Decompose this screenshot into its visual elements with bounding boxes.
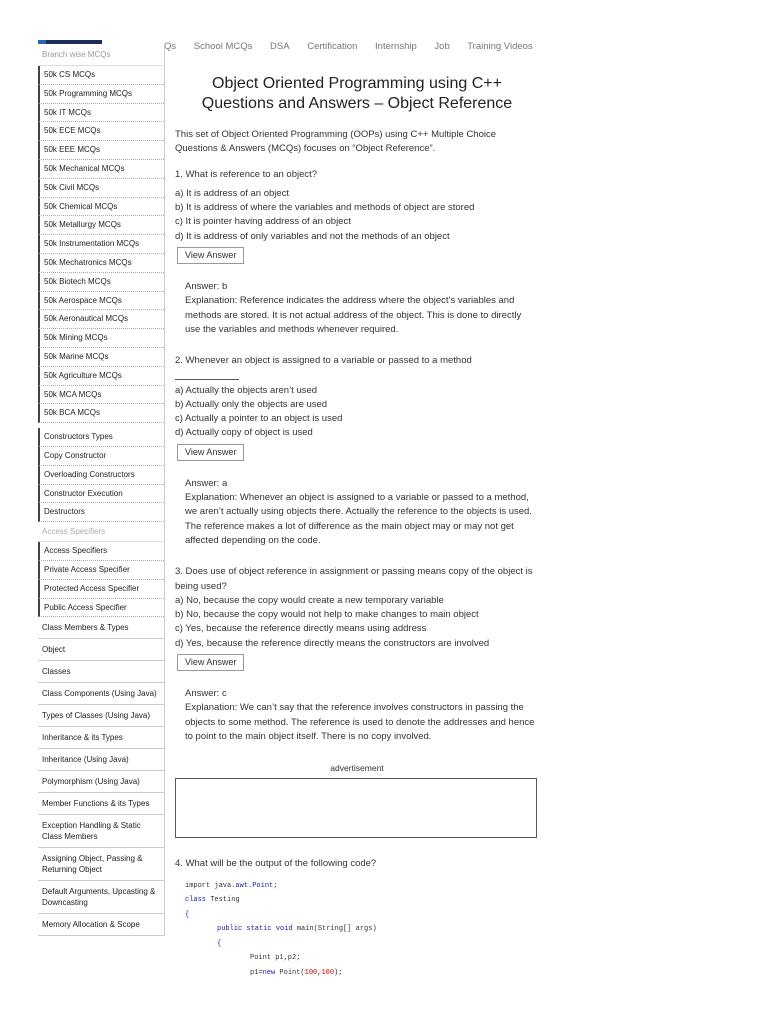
question-text: 4. What will be the output of the following code? — [175, 857, 377, 869]
sidebar — [38, 46, 165, 936]
option: a) Actually the objects aren’t used — [175, 384, 318, 396]
advertisement-label: advertisement — [330, 763, 384, 774]
explanation-text: Explanation: We can’t say that the reference involves constructors in passing the objects to some method. The reference is used to denote the addresses and hence to point to the main object itself. There is no copy involved. — [185, 702, 535, 742]
nav-item-training-videos[interactable]: Training Videos — [467, 41, 533, 52]
view-answer-button[interactable]: View Answer — [177, 247, 244, 264]
view-answer-button[interactable]: View Answer — [177, 654, 244, 671]
sidebar-item-chemical[interactable]: 50k Chemical MCQs — [38, 198, 164, 217]
sidebar-topic-object[interactable]: Object — [38, 639, 164, 661]
sidebar-item-it[interactable]: 50k IT MCQs — [38, 104, 164, 123]
sidebar-item-metallurgy[interactable]: 50k Metallurgy MCQs — [38, 216, 164, 235]
sidebar-item-mechatronics[interactable]: 50k Mechatronics MCQs — [38, 254, 164, 273]
option: b) Actually only the objects are used — [175, 398, 328, 410]
intro-text: This set of Object Oriented Programming (OOPs) using C++ Multiple Choice Questions & Answers (MCQs) focuses on “Object Reference”. — [175, 129, 497, 155]
sidebar-item-aeronautical[interactable]: 50k Aeronautical MCQs — [38, 310, 164, 329]
answer-block — [185, 477, 539, 548]
sidebar-item-copy-constructor[interactable]: Copy Constructor — [38, 447, 164, 466]
code-line: { — [185, 910, 190, 919]
advertisement-box[interactable] — [175, 778, 537, 838]
option: c) Actually a pointer to an object is used — [175, 413, 343, 425]
sidebar-item-mca[interactable]: 50k MCA MCQs — [38, 386, 164, 405]
nav-item-job[interactable]: Job — [434, 41, 450, 52]
sidebar-item-biotech[interactable]: 50k Biotech MCQs — [38, 273, 164, 292]
sidebar-item-public-access[interactable]: Public Access Specifier — [38, 599, 164, 618]
sidebar-topic-memory-allocation[interactable]: Memory Allocation & Scope — [38, 914, 164, 936]
nav-item-school-mcqs[interactable]: School MCQs — [193, 41, 253, 52]
fill-in-blank — [175, 379, 239, 380]
sidebar-topic-assigning-object[interactable]: Assigning Object, Passing & Returning Object — [38, 848, 164, 881]
sidebar-item-agriculture[interactable]: 50k Agriculture MCQs — [38, 367, 164, 386]
sidebar-topic-default-arguments[interactable]: Default Arguments, Upcasting & Downcasting — [38, 881, 164, 914]
answer-block — [185, 280, 539, 337]
sidebar-item-ece[interactable]: 50k ECE MCQs — [38, 122, 164, 141]
nav-item-dsa[interactable]: DSA — [270, 41, 290, 52]
question-3 — [175, 565, 539, 744]
sidebar-topic-class-members[interactable]: Class Members & Types — [38, 617, 164, 639]
main-content — [175, 74, 539, 980]
sidebar-topic-inheritance-java[interactable]: Inheritance (Using Java) — [38, 749, 164, 771]
option: d) Yes, because the reference directly means the constructors are involved — [175, 637, 490, 649]
option: a) No, because the copy would create a new temporary variable — [175, 594, 444, 606]
sidebar-topic-classes[interactable]: Classes — [38, 661, 164, 683]
question-text: 3. Does use of object reference in assignment or passing means copy of the object is being used? — [175, 566, 533, 592]
nav-item-internship[interactable]: Internship — [375, 41, 417, 52]
sidebar-item-aerospace[interactable]: 50k Aerospace MCQs — [38, 292, 164, 311]
sidebar-item-marine[interactable]: 50k Marine MCQs — [38, 348, 164, 367]
option: d) It is address of only variables and not the methods of an object — [175, 230, 450, 242]
sidebar-item-constructor-execution[interactable]: Constructor Execution — [38, 485, 164, 504]
sidebar-item-instrumentation[interactable]: 50k Instrumentation MCQs — [38, 235, 164, 254]
sidebar-heading: Branch wise MCQs — [38, 46, 164, 66]
option: c) It is pointer having address of an object — [175, 216, 351, 228]
question-text: 1. What is reference to an object? — [175, 168, 318, 180]
sidebar-item-access-specifiers[interactable]: Access Specifiers — [38, 542, 164, 561]
option: b) No, because the copy would not help to make changes to main object — [175, 609, 479, 621]
explanation-text: Explanation: Whenever an object is assigned to a variable or passed to a method, we aren’t actually using objects there. Actually the reference to the objects is used. The reference makes a lot of difference as the main object may or may not get affected depending on the code. — [185, 492, 532, 546]
answer-block — [185, 687, 539, 744]
code-line: { — [217, 939, 222, 948]
option: b) It is address of where the variables and methods of object are stored — [175, 202, 475, 214]
sidebar-item-private-access[interactable]: Private Access Specifier — [38, 561, 164, 580]
question-text: 2. Whenever an object is assigned to a variable or passed to a method — [175, 355, 472, 367]
sidebar-item-bca[interactable]: 50k BCA MCQs — [38, 404, 164, 423]
explanation-text: Explanation: Reference indicates the address where the object’s variables and methods are stored. It is not actual address of the object. This is done to directly use the variables and methods whenever required. — [185, 295, 522, 335]
option: a) It is address of an object — [175, 187, 290, 199]
sidebar-topic-member-functions[interactable]: Member Functions & its Types — [38, 793, 164, 815]
view-answer-button[interactable]: View Answer — [177, 444, 244, 461]
sidebar-item-destructors[interactable]: Destructors — [38, 503, 164, 522]
option: c) Yes, because the reference directly means using address — [175, 623, 427, 635]
sidebar-item-programming[interactable]: 50k Programming MCQs — [38, 85, 164, 104]
sidebar-topic-inheritance-types[interactable]: Inheritance & its Types — [38, 727, 164, 749]
code-line: class Testing — [185, 896, 240, 905]
answer-text: Answer: c — [185, 688, 227, 700]
answer-text: Answer: a — [185, 477, 228, 489]
code-line: p1=new Point(100,100); — [250, 968, 343, 977]
sidebar-topic-polymorphism[interactable]: Polymorphism (Using Java) — [38, 771, 164, 793]
question-4 — [175, 857, 539, 981]
question-2 — [175, 354, 539, 548]
site-logo[interactable] — [38, 40, 102, 44]
sidebar-topic-exception-handling[interactable]: Exception Handling & Static Class Members — [38, 815, 164, 848]
nav-item-certification[interactable]: Certification — [307, 41, 358, 52]
question-1 — [175, 168, 539, 338]
sidebar-item-constructors-types[interactable]: Constructors Types — [38, 428, 164, 447]
sidebar-item-eee[interactable]: 50k EEE MCQs — [38, 141, 164, 160]
page-title: Object Oriented Programming using C++ Questions and Answers – Object Reference — [201, 75, 513, 112]
top-navigation — [164, 41, 548, 52]
sidebar-topic-types-of-classes[interactable]: Types of Classes (Using Java) — [38, 705, 164, 727]
sidebar-item-mechanical[interactable]: 50k Mechanical MCQs — [38, 160, 164, 179]
sidebar-item-civil[interactable]: 50k Civil MCQs — [38, 179, 164, 198]
code-block — [185, 879, 539, 981]
code-line: public static void main(String[] args) — [217, 925, 377, 934]
code-line: import java.awt.Point; — [185, 881, 278, 890]
sidebar-section-access-specifiers[interactable]: Access Specifiers — [38, 522, 164, 542]
sidebar-item-mining[interactable]: 50k Mining MCQs — [38, 329, 164, 348]
nav-item-qs[interactable]: Qs — [164, 41, 177, 52]
sidebar-item-protected-access[interactable]: Protected Access Specifier — [38, 580, 164, 599]
sidebar-item-cs[interactable]: 50k CS MCQs — [38, 66, 164, 85]
option: d) Actually copy of object is used — [175, 427, 313, 439]
code-line: Point p1,p2; — [250, 954, 301, 963]
sidebar-topic-class-components[interactable]: Class Components (Using Java) — [38, 683, 164, 705]
sidebar-item-overloading-constructors[interactable]: Overloading Constructors — [38, 466, 164, 485]
answer-text: Answer: b — [185, 281, 228, 293]
